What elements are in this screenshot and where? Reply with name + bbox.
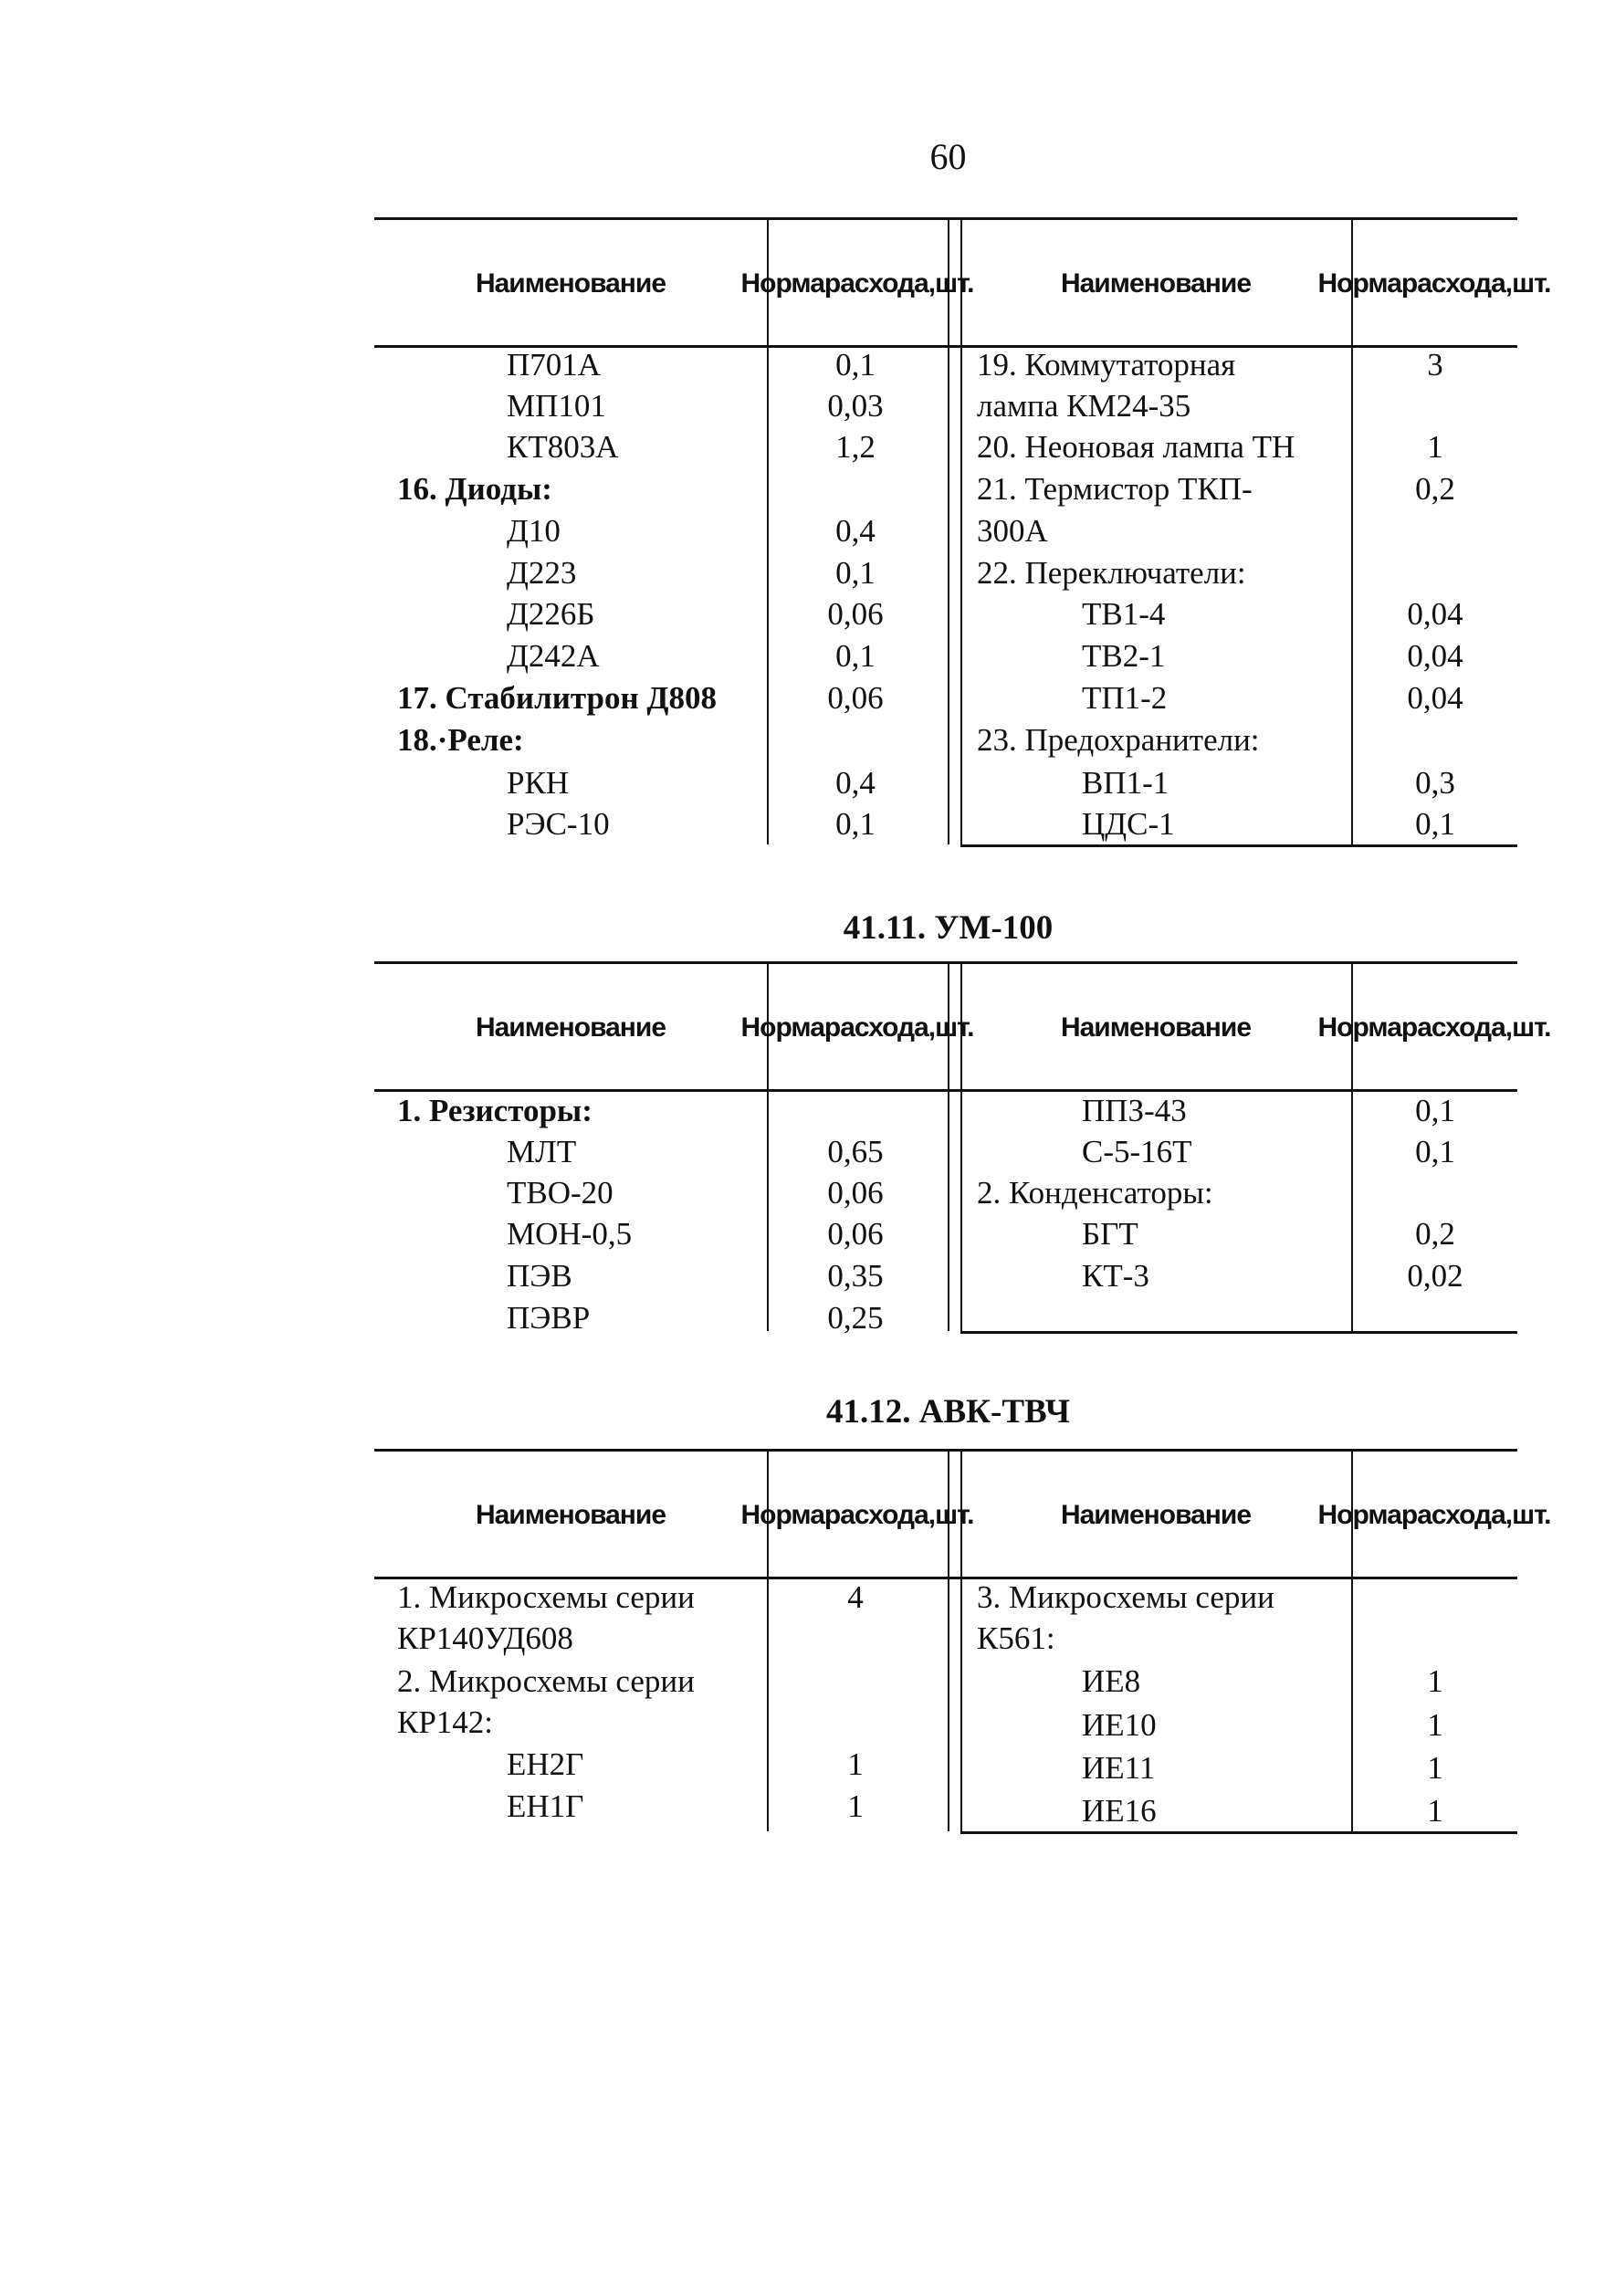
table2-left-value: 0,35 bbox=[827, 1258, 884, 1294]
table1-left-name: 18.·Реле: bbox=[397, 722, 524, 758]
table1-left-name: КТ803А bbox=[507, 429, 619, 465]
table2-right-name: ППЗ-43 bbox=[1082, 1093, 1187, 1128]
table3-left-name: ЕН2Г bbox=[507, 1746, 584, 1782]
norm-header-line: расхода, bbox=[1400, 1012, 1513, 1043]
table1-left-value: 0,1 bbox=[835, 806, 876, 842]
table3-left-value: 4 bbox=[847, 1579, 864, 1615]
table3-top-rule bbox=[374, 1449, 1517, 1452]
norm-header-line: Норма bbox=[1317, 267, 1401, 299]
table2-right-value: 0,2 bbox=[1415, 1216, 1455, 1252]
table1-header-cell-4 bbox=[1317, 221, 1551, 345]
section-title-avk-tvch: 41.12. АВК-ТВЧ bbox=[826, 1393, 1070, 1431]
table1-right-name: ТВ2-1 bbox=[1082, 638, 1166, 674]
table2-header-cell-2 bbox=[740, 965, 974, 1089]
table1-bottom-rule-right bbox=[960, 844, 1517, 847]
norm-header-line: шт. bbox=[1512, 267, 1551, 299]
table1-right-name: 300А bbox=[977, 513, 1048, 549]
norm-header-line: Норма bbox=[740, 1499, 824, 1530]
table2-left-name: ПЭВ bbox=[507, 1258, 572, 1294]
table1-top-rule bbox=[374, 217, 1517, 220]
norm-header-line: Норма bbox=[740, 1012, 824, 1043]
table3-left-name: 2. Микросхемы серии bbox=[397, 1663, 695, 1699]
norm-header-line: Норма bbox=[1317, 1499, 1401, 1530]
table1-right-value: 0,1 bbox=[1415, 806, 1455, 842]
table3-left-name: 1. Микросхемы серии bbox=[397, 1579, 695, 1615]
table2-left-name: МЛТ bbox=[507, 1134, 577, 1169]
table3-bottom-rule-right bbox=[960, 1831, 1517, 1834]
table1-left-name: РЭС-10 bbox=[507, 806, 610, 842]
table2-right-name: С-5-16Т bbox=[1082, 1134, 1192, 1169]
table1-left-name: Д10 bbox=[507, 513, 561, 549]
table1-header-cell-1: Наименование bbox=[475, 267, 666, 299]
table2-header-cell-1: Наименование bbox=[475, 1012, 666, 1043]
table1-left-name: П701А bbox=[507, 347, 602, 383]
table1-right-value: 3 bbox=[1427, 347, 1443, 383]
table3-left-value: 1 bbox=[847, 1746, 864, 1782]
table1-right-name: лампа КМ24-35 bbox=[977, 388, 1191, 424]
table1-right-value: 0,04 bbox=[1407, 638, 1463, 674]
norm-header-line: шт. bbox=[1512, 1499, 1551, 1530]
table3-right-name: ИЕ11 bbox=[1082, 1750, 1156, 1786]
table2-right-name: КТ-3 bbox=[1082, 1258, 1149, 1294]
norm-header-line: Норма bbox=[740, 267, 824, 299]
table1-right-value: 0,04 bbox=[1407, 680, 1463, 716]
table2-top-rule bbox=[374, 961, 1517, 964]
table1-right-name: ТП1-2 bbox=[1082, 680, 1168, 716]
norm-header-line: расхода, bbox=[1400, 267, 1513, 299]
table2-header-cell-4 bbox=[1317, 965, 1551, 1089]
table3-right-name: 3. Микросхемы серии bbox=[977, 1579, 1274, 1615]
table1-right-value: 1 bbox=[1427, 429, 1443, 465]
table1-right-value: 0,2 bbox=[1415, 471, 1455, 507]
table1-left-value: 0,06 bbox=[827, 680, 884, 716]
table2-left-name: ПЭВР bbox=[507, 1300, 591, 1336]
table3-header-cell-2 bbox=[740, 1452, 974, 1577]
table3-right-name: ИЕ16 bbox=[1082, 1793, 1157, 1829]
table2-left-value: 0,06 bbox=[827, 1175, 884, 1211]
table2-header-cell-3: Наименование bbox=[1060, 1012, 1252, 1043]
table1-right-name: 19. Коммутаторная bbox=[977, 347, 1236, 383]
table3-header-cell-3: Наименование bbox=[1060, 1499, 1252, 1530]
table1-right-value: 0,04 bbox=[1407, 596, 1463, 632]
table3-right-value: 1 bbox=[1427, 1707, 1443, 1743]
table1-right-name: 20. Неоновая лампа ТН bbox=[977, 429, 1295, 465]
table1-left-name: МП101 bbox=[507, 388, 606, 424]
table2-right-value: 0,1 bbox=[1415, 1134, 1455, 1169]
table3-left-name: КР142: bbox=[397, 1704, 494, 1740]
norm-header-line: шт. bbox=[935, 1499, 974, 1530]
table1-left-value: 0,4 bbox=[835, 513, 876, 549]
table1-right-name: ВП1-1 bbox=[1082, 765, 1169, 801]
table2-left-value: 0,06 bbox=[827, 1216, 884, 1252]
table1-header-cell-2 bbox=[740, 221, 974, 345]
table2-left-value: 0,65 bbox=[827, 1134, 884, 1169]
table1-right-name: ТВ1-4 bbox=[1082, 596, 1166, 632]
table1-right-name: 22. Переключатели: bbox=[977, 555, 1246, 591]
table3-left-name: ЕН1Г bbox=[507, 1788, 584, 1824]
norm-header-line: шт. bbox=[935, 1012, 974, 1043]
table1-left-value: 0,4 bbox=[835, 765, 876, 801]
table2-bottom-rule-right bbox=[960, 1331, 1517, 1334]
table1-left-name: Д242А bbox=[507, 638, 600, 674]
table1-left-value: 0,1 bbox=[835, 638, 876, 674]
table3-right-value: 1 bbox=[1427, 1750, 1443, 1786]
norm-header-line: расхода, bbox=[1400, 1499, 1513, 1530]
table1-right-name: 23. Предохранители: bbox=[977, 722, 1260, 758]
norm-header-line: расхода, bbox=[823, 1012, 936, 1043]
norm-header-line: расхода, bbox=[823, 267, 936, 299]
table3-right-value: 1 bbox=[1427, 1663, 1443, 1699]
norm-header-line: Норма bbox=[1317, 1012, 1401, 1043]
norm-header-line: шт. bbox=[935, 267, 974, 299]
table2-left-name: МОН-0,5 bbox=[507, 1216, 633, 1252]
table2-right-name: 2. Конденсаторы: bbox=[977, 1175, 1213, 1211]
table3-right-name: ИЕ8 bbox=[1082, 1663, 1141, 1699]
table2-right-value: 0,02 bbox=[1407, 1258, 1463, 1294]
table1-right-value: 0,3 bbox=[1415, 765, 1455, 801]
table3-right-name: К561: bbox=[977, 1620, 1055, 1656]
table3-header-cell-4 bbox=[1317, 1452, 1551, 1577]
table1-left-name: 16. Диоды: bbox=[397, 471, 552, 507]
table1-left-value: 1,2 bbox=[835, 429, 876, 465]
table1-header-cell-3: Наименование bbox=[1060, 267, 1252, 299]
table1-left-value: 0,1 bbox=[835, 347, 876, 383]
table1-left-name: 17. Стабилитрон Д808 bbox=[397, 680, 717, 716]
table1-left-value: 0,1 bbox=[835, 555, 876, 591]
table2-right-value: 0,1 bbox=[1415, 1093, 1455, 1128]
table1-left-value: 0,06 bbox=[827, 596, 884, 632]
table1-left-name: РКН bbox=[507, 765, 570, 801]
norm-header-line: расхода, bbox=[823, 1499, 936, 1530]
table3-left-name: КР140УД608 bbox=[397, 1620, 573, 1656]
table1-right-name: ЦДС-1 bbox=[1082, 806, 1175, 842]
table1-left-name: Д223 bbox=[507, 555, 577, 591]
section-title-um100: 41.11. УМ-100 bbox=[843, 909, 1054, 947]
table3-header-cell-1: Наименование bbox=[475, 1499, 666, 1530]
table3-right-value: 1 bbox=[1427, 1793, 1443, 1829]
table2-right-name: БГТ bbox=[1082, 1216, 1138, 1252]
table2-left-value: 0,25 bbox=[827, 1300, 884, 1336]
table1-left-name: Д226Б bbox=[507, 596, 595, 632]
table3-left-value: 1 bbox=[847, 1788, 864, 1824]
table2-left-name: ТВО-20 bbox=[507, 1175, 613, 1211]
table1-right-name: 21. Термистор ТКП- bbox=[977, 471, 1253, 507]
norm-header-line: шт. bbox=[1512, 1012, 1551, 1043]
table2-left-name: 1. Резисторы: bbox=[397, 1093, 593, 1128]
table3-right-name: ИЕ10 bbox=[1082, 1707, 1157, 1743]
table1-left-value: 0,03 bbox=[827, 388, 884, 424]
table1-vrule-2 bbox=[948, 217, 949, 844]
page-number: 60 bbox=[929, 136, 967, 177]
